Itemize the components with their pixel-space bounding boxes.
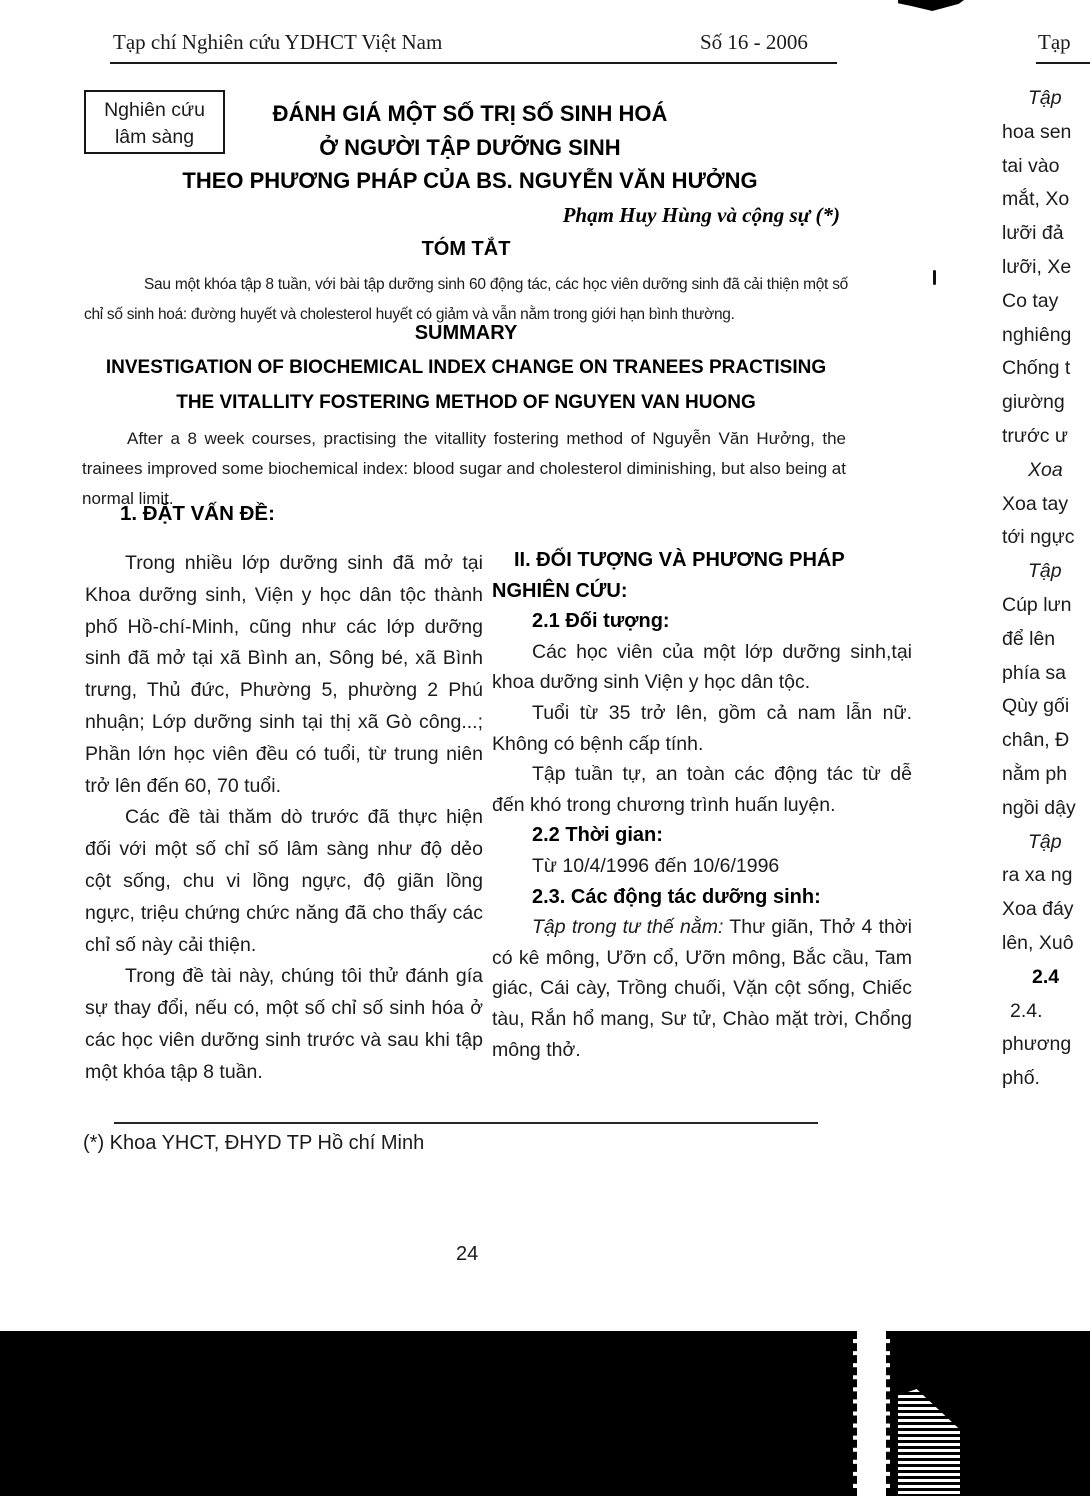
side-strip-line: Chống t [1002, 357, 1071, 380]
scan-corner-artifact [898, 0, 964, 11]
section-1-paragraph-2: Các đề tài thăm dò trước đã thực hiện đối với một số chỉ số lâm sàng như độ dẻo cột sống, chu vi lồng ngực, độ giãn lồng ngực, triệu chứng chức năng đã cho thấy các chỉ số này cải thiện. [85, 806, 483, 956]
scan-gutter-mark [933, 270, 936, 285]
posture-exercise-list: Thư giãn, Thở 4 thời có kê mông, Ưỡn cổ, Ưỡn mông, Bắc cầu, Tam giác, Cái cày, Trồng chuối, Vặn cột sống, Chiếc tàu, Rắn hổ mang, Sư tử, Chào mặt trời, Chổng mông thở. [492, 916, 912, 1061]
section-1-paragraph-1: Trong nhiều lớp dưỡng sinh đã mở tại Khoa dưỡng sinh, Viện y học dân tộc thành phố Hồ-chí-Minh, cũng như các lớp dưỡng sinh đã mở tại xã Bình an, Sông bé, xã Bình trưng, Thủ đức, Phường 5, phường 2 Phú nhuận; Lớp dưỡng sinh tại thị xã Gò công...; Phần lớn học viên đều có tuổi, từ trung niên trở lên đến 60, 70 tuổi. [85, 552, 483, 797]
side-strip-line: Tập [1028, 830, 1062, 853]
article-title-line-2: Ở NGƯỜI TẬP DƯỠNG SINH [319, 134, 621, 160]
summary-heading: SUMMARY [414, 322, 518, 344]
category-line-2: lâm sàng [114, 126, 195, 148]
side-strip-line: Tập [1028, 87, 1062, 109]
side-strip-line: Cúp lưn [1002, 593, 1072, 616]
category-line-1: Nghiên cứu [104, 99, 205, 121]
subsection-2-1-heading: 2.1 Đối tượng: [532, 610, 670, 633]
side-strip-line: lưỡi đả [1002, 222, 1064, 245]
side-strip-line: Xoa tay [1002, 492, 1069, 515]
footnote-rule [114, 1122, 818, 1124]
scan-bottom-band [0, 1331, 1090, 1496]
subsection-2-3-paragraph [492, 912, 912, 1065]
subsection-2-1-paragraph-2: Tuổi từ 35 trở lên, gồm cả nam lẫn nữ. Không có bệnh cấp tính. [492, 701, 912, 755]
side-strip-line: Tập [1028, 560, 1062, 583]
subsection-2-2-date-range: Từ 10/4/1996 đến 10/6/1996 [532, 854, 780, 877]
side-strip-line: nằm ph [1002, 762, 1068, 785]
side-strip-line: Qùy gối [1002, 695, 1070, 718]
side-page-journal-fragment: Tạp [1038, 30, 1071, 54]
footnote-text: (*) Khoa YHCT, ĐHYD TP Hồ chí Minh [83, 1132, 425, 1154]
summary-title-line-1: INVESTIGATION OF BIOCHEMICAL INDEX CHANGE ON TRANEES PRACTISING [105, 357, 827, 378]
article-title [100, 97, 840, 198]
summary-text: After a 8 week courses, practising the vitallity fostering method of Nguyễn Văn Hưởng, the trainees improved some biochemical index: blood sugar and cholesterol diminishing, but also being at normal limit. [82, 429, 846, 508]
column-left [85, 548, 483, 1089]
side-strip-line: phương [1002, 1033, 1072, 1056]
abstract-vi-text: Sau một khóa tập 8 tuần, với bài tập dưỡng sinh 60 động tác, các học viên dưỡng sinh đã cải thiện một số chỉ số sinh hoá: đường huyết và cholesterol huyết có giảm và vẫn nằm trong giới hạn bình thường. [84, 276, 848, 323]
page-edge-stripe [898, 1389, 960, 1496]
side-strip-line: giường [1002, 391, 1065, 414]
article-title-line-1: ĐÁNH GIÁ MỘT SỐ TRỊ SỐ SINH HOÁ [272, 101, 668, 126]
side-strip-line: để lên [1002, 627, 1056, 650]
side-strip-line: phố. [1002, 1067, 1040, 1090]
side-strip-line: lên, Xuô [1002, 931, 1074, 954]
side-strip-line: ngồi dậy [1002, 796, 1076, 819]
side-strip-line: Xoa [1028, 458, 1063, 481]
side-strip-line: chân, Đ [1002, 729, 1070, 752]
subsection-2-1-paragraph-1: Các học viên của một lớp dưỡng sinh,tại khoa dưỡng sinh Viện y học dân tộc. [492, 640, 912, 694]
section-2-heading-line-2: NGHIÊN CỨU: [492, 579, 628, 602]
section-1-paragraph-3: Trong đề tài này, chúng tôi thử đánh gía sự thay đổi, nếu có, một số chỉ số sinh hóa ở các học viên dưỡng sinh trước và sau khi tập một khóa tập 8 tuần. [85, 965, 483, 1083]
side-page-header-rule [1036, 62, 1090, 64]
column-right [492, 545, 912, 1065]
summary-title-line-2: THE VITALLITY FOSTERING METHOD OF NGUYEN VAN HUONG [176, 392, 756, 413]
subsection-2-3-heading: 2.3. Các động tác dưỡng sinh: [532, 885, 821, 908]
abstract-vi-heading: TÓM TẮT [421, 238, 511, 260]
header-rule [110, 62, 837, 64]
subsection-2-1-paragraph-3: Tập tuần tự, an toàn các động tác từ dễ đến khó trong chương trình huấn luyện. [492, 763, 912, 816]
issue-number: Số 16 - 2006 [700, 30, 808, 54]
side-strip-line: hoa sen [1002, 120, 1072, 143]
side-strip-line: nghiêng [1002, 323, 1072, 346]
posture-lead-italic: Tập trong tư thế nằm: [532, 916, 724, 939]
section-1-heading: 1. ĐẶT VẤN ĐỀ: [120, 502, 275, 525]
side-strip-line: 2.4 [1032, 965, 1060, 988]
side-strip-line: mắt, Xo [1002, 188, 1070, 211]
article-title-line-3: THEO PHƯƠNG PHÁP CỦA BS. NGUYỄN VĂN HƯỞNG [182, 168, 758, 193]
side-strip-line: tai vào [1002, 154, 1060, 177]
page-number: 24 [456, 1243, 479, 1265]
side-strip-line: tới ngực [1002, 526, 1075, 549]
section-2-heading-line-1: II. ĐỐI TƯỢNG VÀ PHƯƠNG PHÁP [514, 549, 845, 571]
subsection-2-2-heading: 2.2 Thời gian: [532, 824, 663, 847]
side-strip-line: lưỡi, Xe [1002, 255, 1072, 278]
side-strip-line: Co tay [1002, 289, 1059, 312]
author-line: Phạm Huy Hùng và cộng sự (*) [562, 203, 840, 227]
side-strip-line: 2.4. [1010, 999, 1043, 1022]
side-strip-line: Xoa đáy [1002, 898, 1074, 921]
page-edge-stripe [853, 1331, 890, 1496]
side-page-strip [1002, 82, 1090, 1096]
side-strip-line: ra xa ng [1002, 864, 1073, 887]
side-strip-line: phía sa [1002, 661, 1066, 684]
side-strip-line: trước ư [1002, 424, 1068, 447]
journal-title: Tạp chí Nghiên cứu YDHCT Việt Nam [113, 30, 443, 54]
